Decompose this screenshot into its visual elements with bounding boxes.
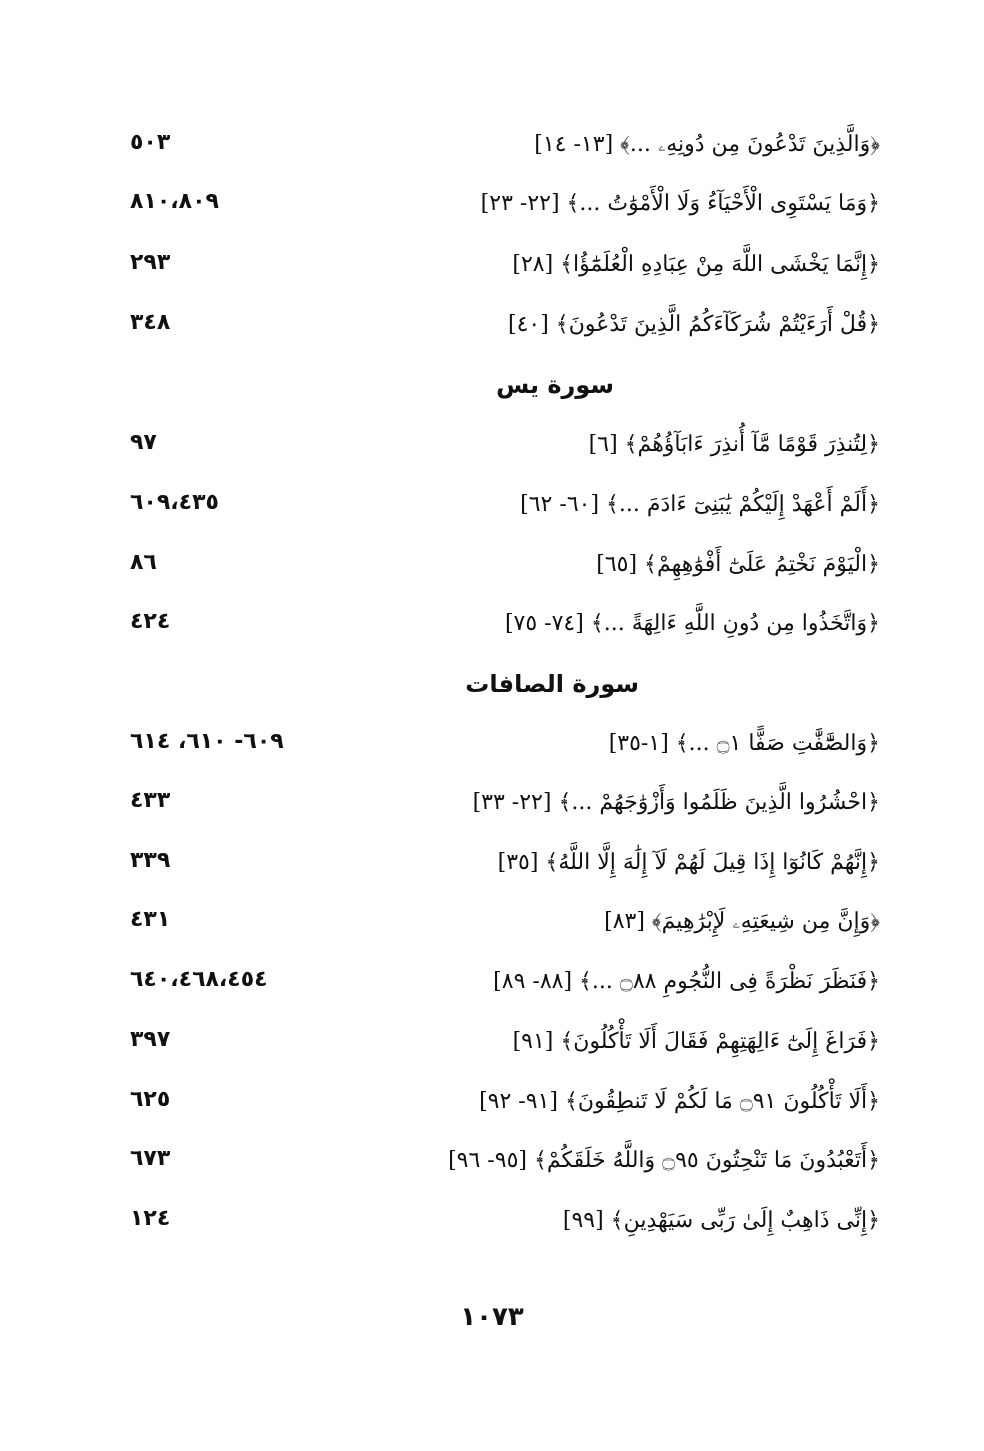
- index-entry: [110, 128, 880, 178]
- verse-text: ﴿وَمَا يَسْتَوِى الْأَحْيَآءُ وَلَا الْأَمْوَٰتُ ...﴾ [٢٢- ٢٣]: [480, 191, 880, 216]
- index-entry: [110, 905, 880, 955]
- page-references: ٣٩٧: [130, 1027, 171, 1052]
- surah-heading: سورة يس: [496, 371, 614, 399]
- page-references: ٦٤٠،٤٦٨،٤٥٤: [130, 967, 268, 992]
- page-references: ٦٢٥: [130, 1087, 171, 1112]
- verse-text: ﴿قُلْ أَرَءَيْتُمْ شُرَكَآءَكُمُ الَّذِينَ تَدْعُونَ﴾ [٤٠]: [508, 312, 880, 337]
- index-entry: [110, 1204, 880, 1254]
- index-entry: [110, 308, 880, 358]
- verse-text: ﴿وَاتَّخَذُوا مِن دُونِ اللَّهِ ءَالِهَةً ...﴾ [٧٤- ٧٥]: [504, 611, 880, 636]
- verse-text: ﴿إِنَّهُمْ كَانُوٓا إِذَا قِيلَ لَهُمْ لَآ إِلَٰهَ إِلَّا اللَّهُ﴾ [٣٥]: [497, 850, 880, 875]
- index-entry: [110, 187, 880, 237]
- index-entry: [110, 846, 880, 896]
- index-entry: [110, 1085, 880, 1135]
- index-entry: [110, 965, 880, 1015]
- verse-text: ﴿إِنِّى ذَاهِبٌ إِلَىٰ رَبِّى سَيَهْدِينِ﴾ [٩٩]: [562, 1208, 880, 1233]
- index-entry: [110, 727, 880, 777]
- page-references: ٤٣٣: [130, 788, 171, 813]
- index-entry: [110, 428, 880, 478]
- index-entry: [110, 1025, 880, 1075]
- page-references: ٥٠٣: [130, 130, 171, 155]
- verse-text: ﴿احْشُرُوا الَّذِينَ ظَلَمُوا وَأَزْوَٰجَهُمْ ...﴾ [٢٢- ٣٣]: [472, 790, 880, 815]
- surah-heading: سورة الصافات: [465, 670, 639, 698]
- verse-text: ﴿الْيَوْمَ نَخْتِمُ عَلَىٰٓ أَفْوَٰهِهِمْ﴾ [٦٥]: [596, 552, 880, 577]
- page-references: ٢٩٣: [130, 250, 171, 275]
- index-entry: [110, 248, 880, 298]
- verse-text: ﴿فَرَاغَ إِلَىٰٓ ءَالِهَتِهِمْ فَقَالَ أَلَا تَأْكُلُونَ﴾ [٩١]: [512, 1029, 880, 1054]
- page-references: ٣٤٨: [130, 310, 171, 335]
- page-references: ٤٣١: [130, 907, 171, 932]
- page-references: ٣٣٩: [130, 848, 171, 873]
- index-entry: [110, 607, 880, 657]
- page-references: ٦٧٣: [130, 1146, 171, 1171]
- verse-text: ﴿أَلَمْ أَعْهَدْ إِلَيْكُمْ يَٰبَنِىٓ ءَادَمَ ...﴾ [٦٠- ٦٢]: [520, 492, 880, 517]
- verse-text: ﴿أَلَا تَأْكُلُونَ ۝٩١ مَا لَكُمْ لَا تَنطِقُونَ﴾ [٩١- ٩٢]: [479, 1089, 880, 1114]
- page-references: ٦٠٩- ٦١٠، ٦١٤: [130, 729, 284, 754]
- verse-text: ﴿وَإِنَّ مِن شِيعَتِهِۦ لَإِبْرَٰهِيمَ﴾ [٨٣]: [604, 909, 880, 934]
- index-entry: [110, 786, 880, 836]
- verse-text: ﴿لِتُنذِرَ قَوْمًا مَّآ أُنذِرَ ءَابَآؤُهُمْ﴾ [٦]: [588, 432, 880, 457]
- verse-text: ﴿أَتَعْبُدُونَ مَا تَنْحِتُونَ ۝٩٥ وَاللَّهُ خَلَقَكُمْ﴾ [٩٥- ٩٦]: [448, 1148, 880, 1173]
- verse-text: ﴿فَنَظَرَ نَظْرَةً فِى النُّجُومِ ۝٨٨ ...﴾ [٨٨- ٨٩]: [493, 969, 880, 994]
- page-number: ١٠٧٣: [460, 1302, 524, 1332]
- verse-text: ﴿وَالَّذِينَ تَدْعُونَ مِن دُونِهِۦ ...﴾ [١٣- ١٤]: [534, 132, 880, 157]
- page-references: ٤٢٤: [130, 609, 171, 634]
- index-entry: [110, 1144, 880, 1194]
- page-references: ٨١٠،٨٠٩: [130, 189, 219, 214]
- index-entry: [110, 488, 880, 538]
- page-references: ١٢٤: [130, 1206, 171, 1231]
- page-references: ٨٦: [130, 550, 157, 575]
- index-entry: [110, 548, 880, 598]
- page-references: ٦٠٩،٤٣٥: [130, 490, 219, 515]
- verse-text: ﴿وَالصَّٰٓفَّٰتِ صَفًّا ۝١ ...﴾ [١-٣٥]: [608, 731, 880, 756]
- verse-text: ﴿إِنَّمَا يَخْشَى اللَّهَ مِنْ عِبَادِهِ الْعُلَمَٰٓؤُا﴾ [٢٨]: [512, 252, 880, 277]
- page-references: ٩٧: [130, 430, 157, 455]
